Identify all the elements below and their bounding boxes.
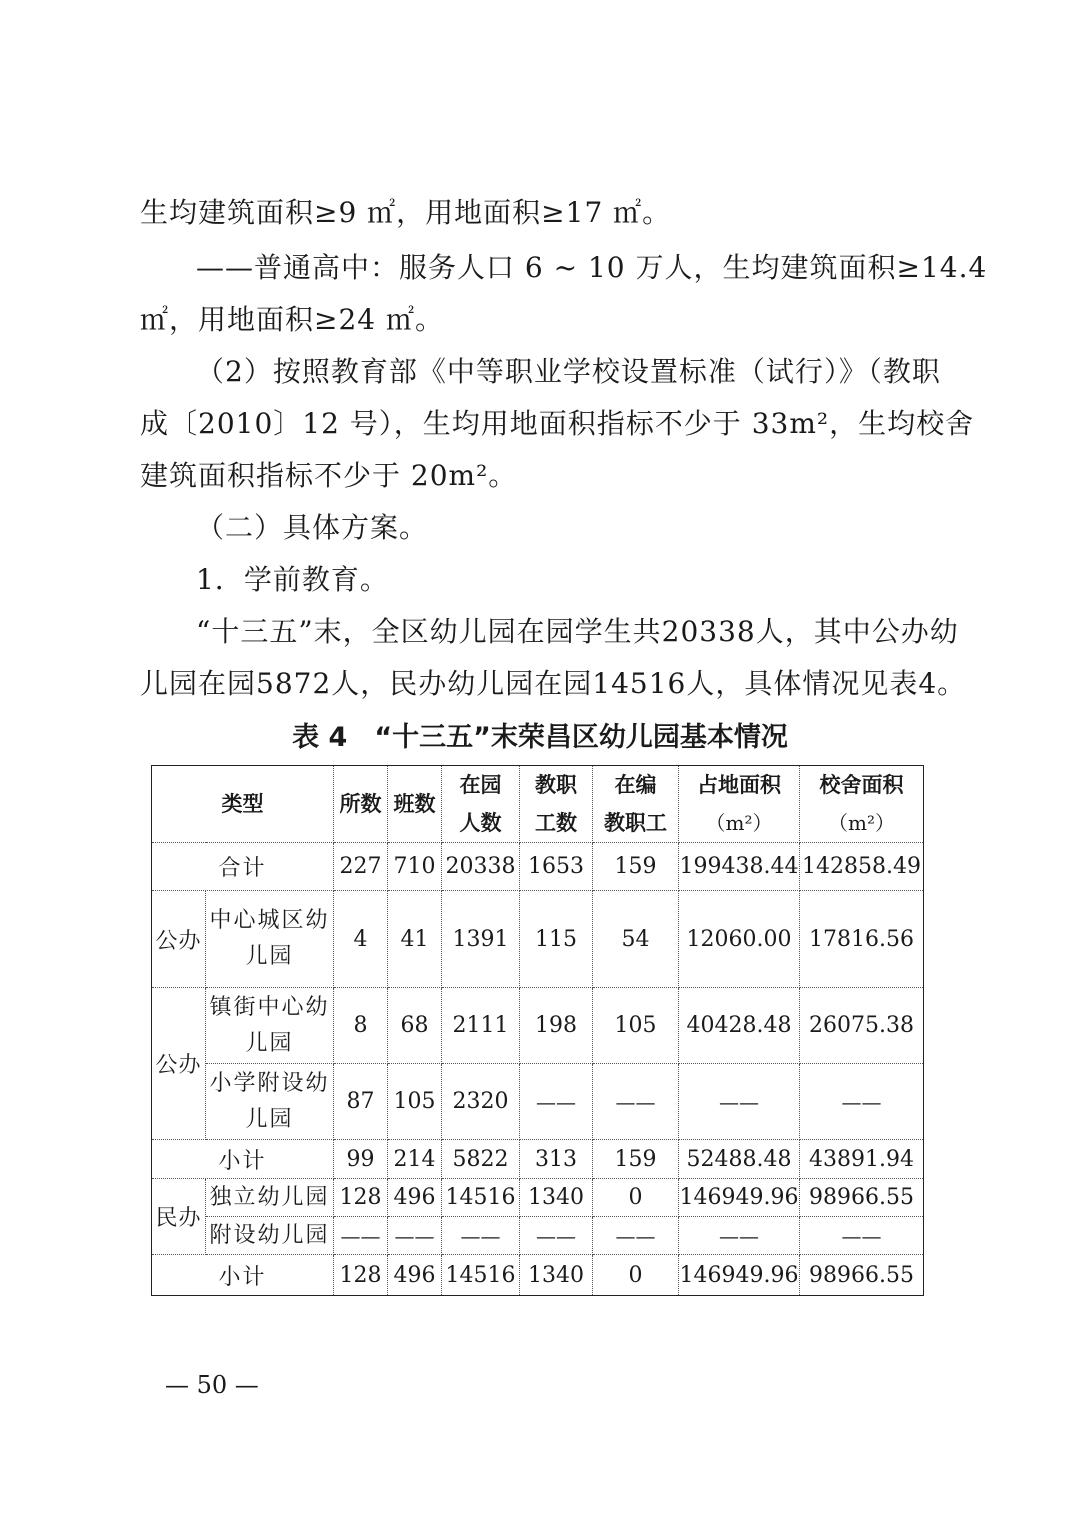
header-type: 类型 xyxy=(152,766,334,843)
cell: 496 xyxy=(388,1179,442,1217)
header-staff-line1: 教职 xyxy=(535,773,577,797)
cell: —— xyxy=(388,1217,442,1255)
header-enrolled xyxy=(442,766,520,843)
cell: —— xyxy=(593,1217,679,1255)
cell: 115 xyxy=(520,891,593,988)
header-land-area xyxy=(679,766,800,843)
row-label xyxy=(206,891,334,988)
header-classes: 班数 xyxy=(388,766,442,843)
table-row-private-attached xyxy=(152,1217,924,1255)
cell: 5822 xyxy=(442,1140,520,1179)
cell: 146949.96 xyxy=(679,1179,800,1217)
cell: 146949.96 xyxy=(679,1255,800,1296)
header-enrolled-line1: 在园 xyxy=(459,773,502,797)
cell: 2111 xyxy=(442,988,520,1064)
table-row-city-center xyxy=(152,891,924,988)
paragraph-line-3: ㎡，用地面积≥24 ㎡。 xyxy=(140,303,444,336)
paragraph-line-2: ——普通高中：服务人口 6 ~ 10 万人，生均建筑面积≥14.4 xyxy=(196,251,988,284)
cell: 496 xyxy=(388,1255,442,1296)
cell: —— xyxy=(800,1064,924,1140)
row-label-line1: 镇街中心幼 xyxy=(209,994,330,1020)
cell: 105 xyxy=(388,1064,442,1140)
header-enrolled-line2: 人数 xyxy=(459,811,502,835)
cell: 0 xyxy=(593,1179,679,1217)
table-row-town-center xyxy=(152,988,924,1064)
cell: —— xyxy=(679,1217,800,1255)
cell: 68 xyxy=(388,988,442,1064)
table-row-public-subtotal xyxy=(152,1140,924,1179)
paragraph-line-4: （2）按照教育部《中等职业学校设置标准（试行）》（教职 xyxy=(196,355,941,388)
table-row-primary-attached xyxy=(152,1064,924,1140)
paragraph-line-10: 儿园在园5872人，民办幼儿园在园14516人，具体情况见表4。 xyxy=(140,667,967,700)
cell: 41 xyxy=(388,891,442,988)
cell: 198 xyxy=(520,988,593,1064)
cell: 710 xyxy=(388,843,442,891)
header-land-unit: （m²） xyxy=(705,811,773,835)
header-staff-line2: 工数 xyxy=(535,811,577,835)
table-header-row xyxy=(152,766,924,843)
paragraph-line-9: “十三五”末，全区幼儿园在园学生共20338人，其中公办幼 xyxy=(196,615,959,648)
cell: 159 xyxy=(593,1140,679,1179)
group-label-public: 公办 xyxy=(152,988,206,1140)
cell: 199438.44 xyxy=(679,843,800,891)
row-label-line1: 中心城区幼 xyxy=(209,908,330,933)
row-label: 合计 xyxy=(152,843,334,891)
cell: 159 xyxy=(593,843,679,891)
cell: 98966.55 xyxy=(800,1255,924,1296)
paragraph-line-1: 生均建筑面积≥9 ㎡，用地面积≥17 ㎡。 xyxy=(140,196,672,229)
cell: 2320 xyxy=(442,1064,520,1140)
cell: —— xyxy=(800,1217,924,1255)
cell: 20338 xyxy=(442,843,520,891)
cell: 1340 xyxy=(520,1255,593,1296)
table-title: 表 4 “十三五”末荣昌区幼儿园基本情况 xyxy=(292,722,788,753)
row-label-line2: 儿园 xyxy=(245,1106,294,1132)
header-building-line1: 校舍面积 xyxy=(819,773,904,797)
cell: 128 xyxy=(334,1255,388,1296)
table-row-private-subtotal xyxy=(152,1255,924,1296)
cell: 1653 xyxy=(520,843,593,891)
row-label-line1: 小学附设幼 xyxy=(209,1070,330,1096)
cell: —— xyxy=(520,1217,593,1255)
cell: —— xyxy=(520,1064,593,1140)
row-label-line2: 儿园 xyxy=(245,1030,294,1056)
cell: 40428.48 xyxy=(679,988,800,1064)
header-staff xyxy=(520,766,593,843)
header-land-line1: 占地面积 xyxy=(697,773,781,797)
cell: 98966.55 xyxy=(800,1179,924,1217)
cell: —— xyxy=(593,1064,679,1140)
kindergarten-table xyxy=(151,765,924,1296)
cell: 1391 xyxy=(442,891,520,988)
row-label: 独立幼儿园 xyxy=(206,1179,334,1217)
cell: 142858.49 xyxy=(800,843,924,891)
cell: 99 xyxy=(334,1140,388,1179)
cell: 8 xyxy=(334,988,388,1064)
cell: 105 xyxy=(593,988,679,1064)
row-label xyxy=(206,1064,334,1140)
cell: 14516 xyxy=(442,1179,520,1217)
header-budget-staff-line2: 教职工 xyxy=(604,811,667,835)
group-label-private: 民办 xyxy=(152,1179,206,1255)
cell: 14516 xyxy=(442,1255,520,1296)
cell: 17816.56 xyxy=(800,891,924,988)
row-label-line2: 儿园 xyxy=(245,944,294,969)
header-building-area xyxy=(800,766,924,843)
row-label: 小计 xyxy=(152,1255,334,1296)
cell: 4 xyxy=(334,891,388,988)
row-label xyxy=(206,988,334,1064)
header-building-unit: （m²） xyxy=(828,811,895,835)
paragraph-line-6: 建筑面积指标不少于 20m²。 xyxy=(140,459,518,492)
header-count: 所数 xyxy=(334,766,388,843)
section-heading: （二）具体方案。 xyxy=(196,511,429,544)
cell: —— xyxy=(442,1217,520,1255)
row-label: 小计 xyxy=(152,1140,334,1179)
cell: 1340 xyxy=(520,1179,593,1217)
cell: 54 xyxy=(593,891,679,988)
cell: —— xyxy=(334,1217,388,1255)
table-row-total xyxy=(152,843,924,891)
cell: 26075.38 xyxy=(800,988,924,1064)
cell: 0 xyxy=(593,1255,679,1296)
header-budget-staff xyxy=(593,766,679,843)
cell: 128 xyxy=(334,1179,388,1217)
cell: 214 xyxy=(388,1140,442,1179)
header-budget-staff-line1: 在编 xyxy=(614,773,657,797)
cell: 87 xyxy=(334,1064,388,1140)
cell: 52488.48 xyxy=(679,1140,800,1179)
cell: 227 xyxy=(334,843,388,891)
page-number: — 50 — xyxy=(165,1371,259,1399)
group-label-public: 公办 xyxy=(152,891,206,988)
cell: —— xyxy=(679,1064,800,1140)
subsection-heading: 1．学前教育。 xyxy=(196,563,389,596)
cell: 43891.94 xyxy=(800,1140,924,1179)
paragraph-line-5: 成〔2010〕12 号），生均用地面积指标不少于 33m²，生均校舍 xyxy=(140,407,975,440)
table-row-private-independent xyxy=(152,1179,924,1217)
cell: 313 xyxy=(520,1140,593,1179)
cell: 12060.00 xyxy=(679,891,800,988)
row-label: 附设幼儿园 xyxy=(206,1217,334,1255)
